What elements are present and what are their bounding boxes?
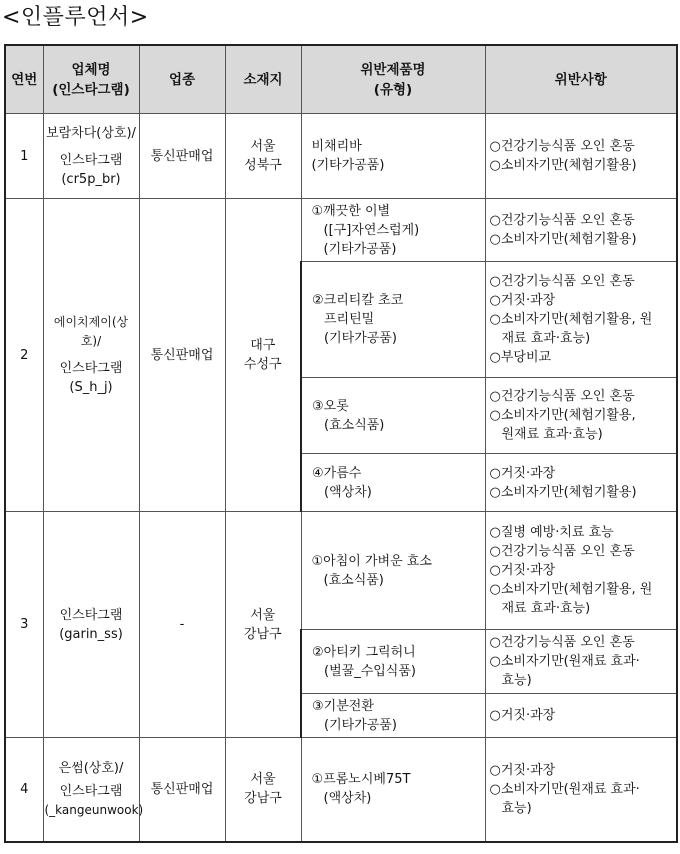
table-row xyxy=(5,199,677,262)
location-city: 서울 xyxy=(250,607,276,623)
product-cell xyxy=(301,114,485,199)
row-no: 4 xyxy=(5,738,43,842)
product-cell xyxy=(301,378,485,454)
company-handle: (garin_ss) xyxy=(59,626,123,642)
header-industry: 업종 xyxy=(139,45,225,114)
location-cell xyxy=(225,738,301,842)
violation-item-cont: 효능) xyxy=(501,800,532,816)
product-type: (기타가공품) xyxy=(311,158,385,173)
product-type: (효소식품) xyxy=(323,572,384,588)
violation-item: ○질병 예방·치료 효능 xyxy=(489,525,614,540)
location-city: 서울 xyxy=(250,139,276,154)
violation-cell xyxy=(485,694,677,738)
company-handle: (S_h_j) xyxy=(69,380,113,395)
violation-item: ○부당비교 xyxy=(489,350,552,365)
violation-item: ○소비자기만(체험기활용) xyxy=(489,484,637,500)
header-row xyxy=(5,45,677,114)
company-platform: 인스타그램 xyxy=(59,607,123,623)
header-product-line1: 위반제품명 xyxy=(360,61,426,78)
product-cell xyxy=(301,694,485,738)
violation-cell xyxy=(485,630,677,694)
violation-cell xyxy=(485,199,677,262)
company-cell xyxy=(43,199,139,512)
product-cell xyxy=(301,199,485,262)
row-no: 3 xyxy=(5,512,43,738)
header-no: 연번 xyxy=(5,45,43,114)
industry-cell: 통신판매업 xyxy=(139,738,225,842)
violation-item: ○소비자기만(체험기활용) xyxy=(489,158,637,173)
violation-item: ○거짓·과장 xyxy=(489,563,556,578)
location-city: 대구 xyxy=(250,338,276,353)
product-type: (기타가공품) xyxy=(323,241,397,257)
violation-item: ○소비자기만(체험기활용, 원 xyxy=(489,582,653,597)
violation-item: ○거짓·과장 xyxy=(489,708,556,723)
violation-item: ○소비자기만(원재료 효과· xyxy=(489,654,640,669)
violation-item-cont: 재료 효과·효능) xyxy=(501,601,591,616)
product-cell xyxy=(301,630,485,694)
table-row xyxy=(5,738,677,842)
product-cell xyxy=(301,454,485,512)
table-row xyxy=(5,512,677,630)
violation-item: ○건강기능식품 오인 혼동 xyxy=(489,213,635,228)
violation-cell xyxy=(485,262,677,378)
industry-cell: 통신판매업 xyxy=(139,199,225,512)
company-platform: 인스타그램 xyxy=(59,783,123,799)
location-district: 강남구 xyxy=(243,626,282,642)
violation-cell xyxy=(485,378,677,454)
violation-cell xyxy=(485,114,677,199)
product-type: (액상차) xyxy=(324,484,372,500)
product-type: (벌꿀_수입식품) xyxy=(324,663,416,679)
violation-cell xyxy=(485,512,677,630)
violation-item: ○거짓·과장 xyxy=(489,762,556,778)
product-type: (효소식품) xyxy=(324,417,385,433)
product-name: 비채리바 xyxy=(311,139,362,154)
product-type: (기타가공품) xyxy=(324,717,397,733)
location-district: 성북구 xyxy=(244,158,282,173)
product-name: ②아티키 그릭허니 xyxy=(312,644,416,660)
influencer-violation-table xyxy=(4,44,678,843)
header-product-line2: (유형) xyxy=(373,81,413,98)
product-cell xyxy=(301,738,485,842)
header-product xyxy=(301,45,485,114)
location-cell xyxy=(225,199,301,512)
product-name: ①깨끗한 이별 xyxy=(311,203,391,219)
violation-item: ○소비자기만(원재료 효과· xyxy=(489,781,640,797)
violation-cell xyxy=(485,454,677,512)
header-location: 소재지 xyxy=(225,45,301,114)
location-cell xyxy=(225,512,301,738)
location-district: 수성구 xyxy=(243,357,282,372)
location-city: 서울 xyxy=(250,772,276,788)
product-type: (기타가공품) xyxy=(324,331,397,346)
industry-cell: 통신판매업 xyxy=(139,114,225,199)
header-company xyxy=(43,45,139,114)
location-district: 강남구 xyxy=(244,791,282,807)
company-name: 은썸(상호)/ xyxy=(58,760,124,776)
violation-item: ○소비자기만(체험기활용, 원 xyxy=(489,312,653,327)
violation-item: ○건강기능식품 오인 혼동 xyxy=(489,635,635,650)
product-name: ②크리티칼 초코 xyxy=(312,293,404,308)
company-cell xyxy=(43,114,139,199)
company-cell xyxy=(43,738,144,842)
violation-item: ○소비자기만(체험기활용) xyxy=(489,232,637,247)
industry-cell: - xyxy=(139,512,225,738)
location-cell xyxy=(225,114,301,199)
product-name: ③오롯 xyxy=(312,398,349,414)
row-no: 1 xyxy=(5,114,43,199)
page-title: <인플루언서> xyxy=(2,5,149,30)
product-name: ③기분전환 xyxy=(312,698,374,714)
violation-item: ○건강기능식품 오인 혼동 xyxy=(489,139,635,154)
violation-item: ○건강기능식품 오인 혼동 xyxy=(489,274,635,289)
company-platform: 인스타그램 xyxy=(59,152,123,168)
row-no: 2 xyxy=(5,199,43,512)
product-name: ①아침이 가벼운 효소 xyxy=(311,553,432,569)
violation-item-cont: 재료 효과·효능) xyxy=(501,331,591,346)
violation-cell xyxy=(485,738,677,842)
product-type: (액상차) xyxy=(323,791,372,807)
violation-item: ○거짓·과장 xyxy=(489,293,556,308)
company-handle: (cr5p_br) xyxy=(61,171,121,187)
product-name-cont: 프리틴밀 xyxy=(324,312,375,327)
product-cell xyxy=(301,512,485,630)
table-row xyxy=(5,114,677,199)
violation-item-cont: 효능) xyxy=(501,673,532,688)
violation-item: ○거짓·과장 xyxy=(489,465,556,481)
header-company-line1: 업체명 xyxy=(71,61,111,78)
violation-item: ○건강기능식품 오인 혼동 xyxy=(489,389,635,404)
company-cell xyxy=(43,512,139,738)
violation-item: ○소비자기만(체험기활용, xyxy=(489,408,636,423)
product-name: ①프롬노시베75T xyxy=(311,772,411,788)
company-name: 에이치제이(상호)/ xyxy=(53,315,129,348)
company-handle: (_kangeunwook) xyxy=(44,802,144,817)
product-alias: ([구]자연스럽게) xyxy=(323,222,420,238)
product-cell xyxy=(301,262,485,378)
company-name: 보람차다(상호)/ xyxy=(46,125,136,141)
violation-item: ○건강기능식품 오인 혼동 xyxy=(489,544,635,559)
violation-item-cont: 원재료 효과·효능) xyxy=(501,427,603,442)
company-platform: 인스타그램 xyxy=(59,361,123,376)
header-violation: 위반사항 xyxy=(485,45,677,114)
product-name: ④가름수 xyxy=(312,465,362,481)
header-company-line2: (인스타그램) xyxy=(52,81,130,98)
